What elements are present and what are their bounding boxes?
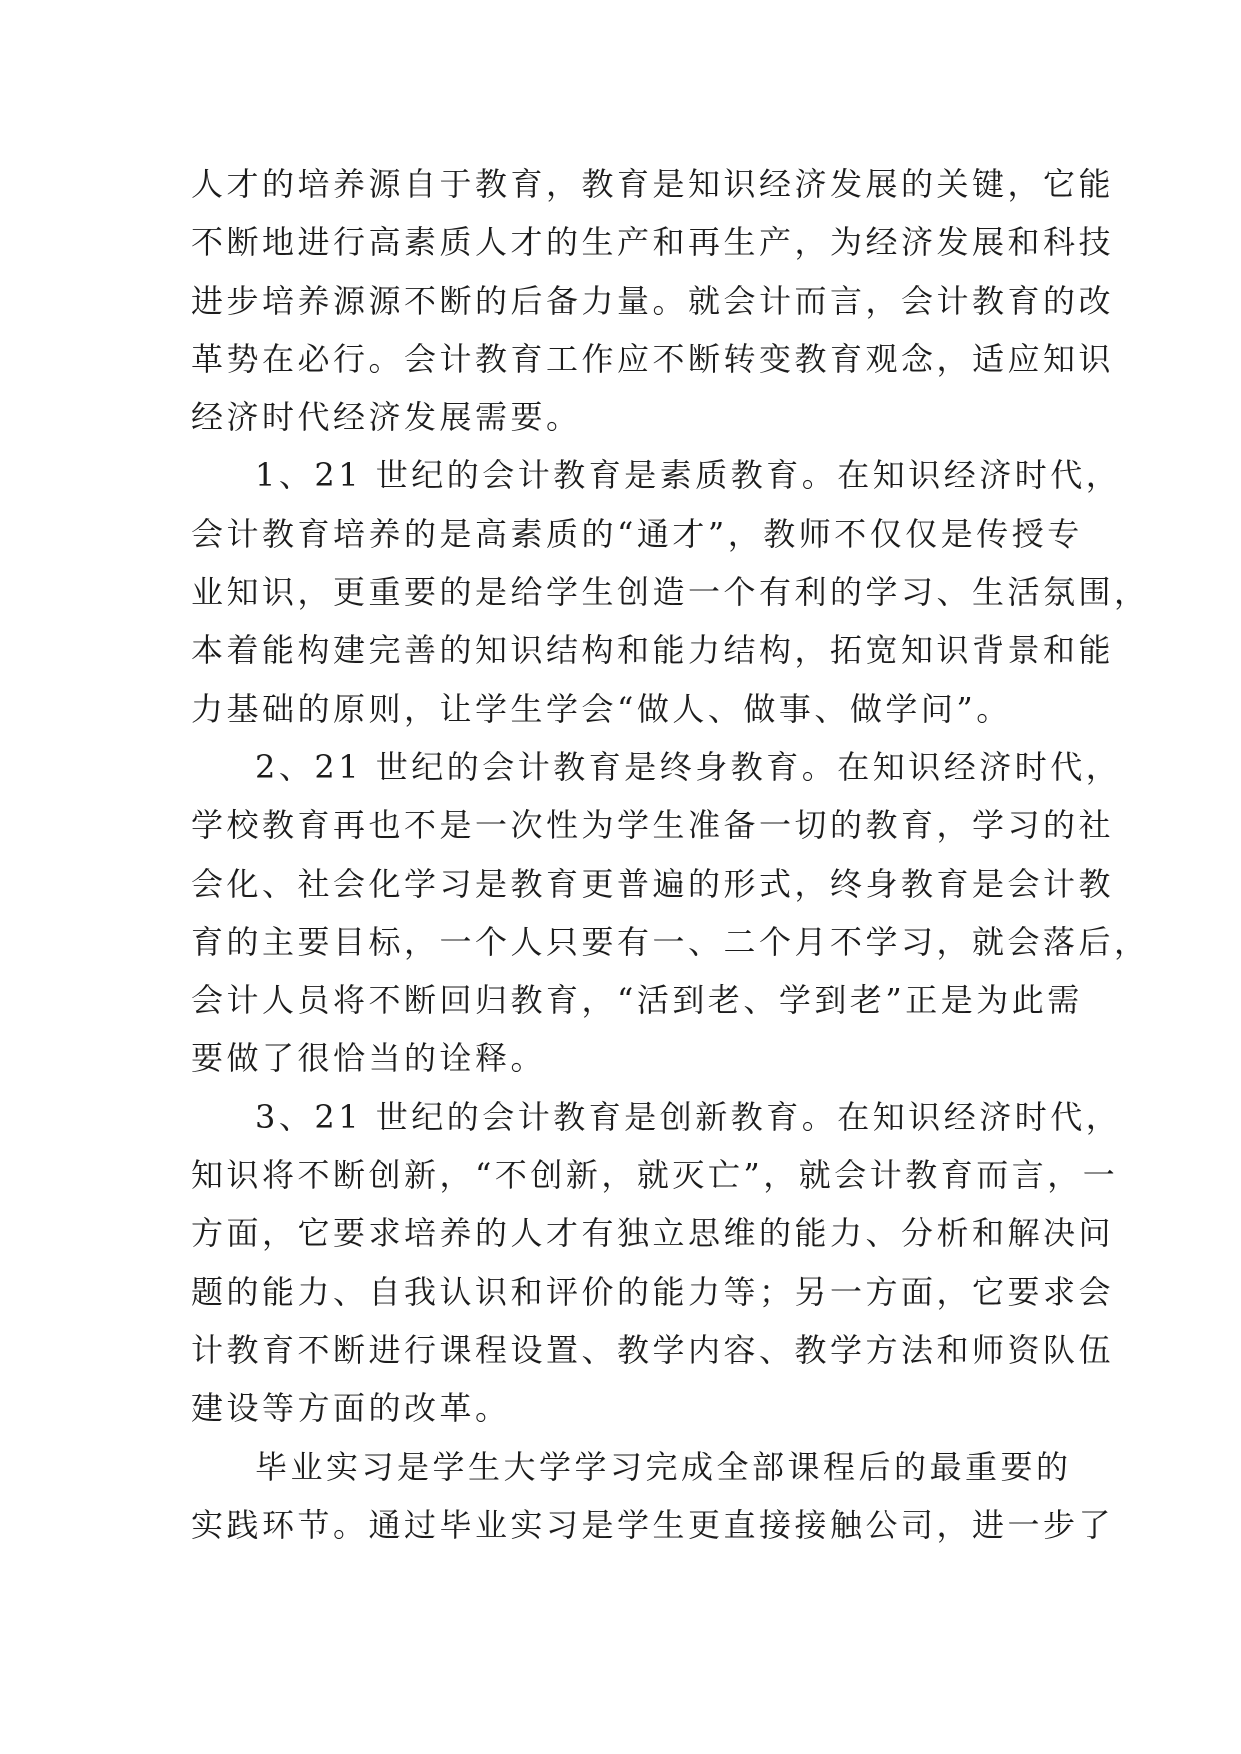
- text-line: 进步培养源源不断的后备力量。就会计而言，会计教育的改: [191, 281, 1115, 320]
- text-line: 会化、社会化学习是教育更普遍的形式，终身教育是会计教: [191, 864, 1115, 903]
- text-line: 计教育不断进行课程设置、教学内容、教学方法和师资队伍: [191, 1330, 1115, 1369]
- text-line: 革势在必行。会计教育工作应不断转变教育观念，适应知识: [191, 339, 1115, 378]
- text-line: 建设等方面的改革。: [191, 1389, 511, 1428]
- text-line: 题的能力、自我认识和评价的能力等；另一方面，它要求会: [191, 1272, 1115, 1311]
- text-line: 2、21 世纪的会计教育是终身教育。在知识经济时代，: [255, 747, 1122, 786]
- text-line: 学校教育再也不是一次性为学生准备一切的教育，学习的社: [191, 806, 1115, 845]
- text-line: 1、21 世纪的会计教育是素质教育。在知识经济时代，: [255, 456, 1122, 495]
- text-line: 方面，它要求培养的人才有独立思维的能力、分析和解决问: [191, 1214, 1115, 1253]
- text-line: 业知识，更重要的是给学生创造一个有利的学习、生活氛围，: [191, 573, 1150, 612]
- text-line: 人才的培养源自于教育，教育是知识经济发展的关键，它能: [191, 165, 1115, 203]
- text-line: 育的主要目标，一个人只要有一、二个月不学习，就会落后，: [191, 922, 1150, 961]
- text-line: 不断地进行高素质人才的生产和再生产，为经济发展和科技: [191, 223, 1115, 262]
- text-line: 会计人员将不断回归教育，“活到老、学到老”正是为此需: [191, 981, 1083, 1020]
- text-line: 力基础的原则，让学生学会“做人、做事、做学问”。: [191, 689, 1012, 728]
- text-line: 本着能构建完善的知识结构和能力结构，拓宽知识背景和能: [191, 631, 1115, 670]
- text-line: 会计教育培养的是高素质的“通才”，教师不仅仅是传授专: [191, 514, 1083, 553]
- text-line: 3、21 世纪的会计教育是创新教育。在知识经济时代，: [255, 1097, 1122, 1136]
- text-line: 要做了很恰当的诠释。: [191, 1039, 547, 1078]
- text-line: 知识将不断创新，“不创新，就灭亡”，就会计教育而言，一: [191, 1156, 1119, 1195]
- text-line: 实践环节。通过毕业实习是学生更直接接触公司，进一步了: [191, 1505, 1115, 1544]
- text-line: 经济时代经济发展需要。: [191, 398, 582, 437]
- document-body: [191, 155, 1150, 1554]
- text-line: 毕业实习是学生大学学习完成全部课程后的最重要的: [255, 1447, 1072, 1486]
